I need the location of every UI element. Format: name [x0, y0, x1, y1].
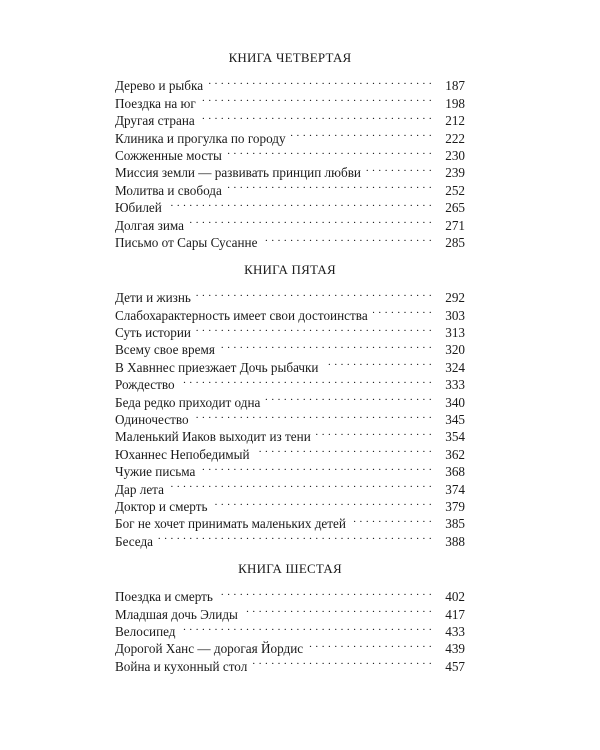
- dot-leader: [158, 528, 432, 545]
- toc-entry-title: Миссия земли — развивать принцип любви: [115, 165, 361, 181]
- section-title: КНИГА ШЕСТАЯ: [238, 560, 342, 576]
- toc-entry: [115, 195, 465, 216]
- toc-entry-page: 187: [445, 78, 465, 94]
- toc-entry-page: 292: [445, 290, 465, 306]
- toc-entry-page: 345: [445, 412, 465, 428]
- dot-leader: [255, 441, 432, 458]
- dot-leader: [194, 407, 432, 424]
- dot-leader: [243, 601, 432, 618]
- toc-section: [115, 261, 465, 549]
- toc-entry-page: 433: [445, 623, 465, 639]
- table-of-contents: [115, 49, 465, 674]
- dot-leader: [200, 108, 432, 125]
- toc-entry-page: 198: [445, 95, 465, 111]
- dot-leader: [220, 337, 432, 354]
- toc-entry-title: Чужие письма: [115, 464, 196, 480]
- toc-entry-title: Младшая дочь Элиды: [115, 606, 238, 622]
- toc-entry-page: 212: [445, 113, 465, 129]
- toc-section: [115, 560, 465, 674]
- toc-entry-title: Долгая зима: [115, 217, 184, 233]
- toc-entry-page: 324: [445, 359, 465, 375]
- dot-leader: [316, 424, 432, 441]
- dot-leader: [208, 73, 432, 90]
- dot-leader: [366, 160, 432, 177]
- toc-entry-page: 252: [445, 182, 465, 198]
- toc-entry: [115, 73, 465, 94]
- toc-entry-title: Велосипед: [115, 623, 176, 639]
- toc-entry-title: Дерево и рыбка: [115, 78, 204, 94]
- toc-entry: [115, 212, 465, 233]
- toc-entry-title: Война и кухонный стол: [115, 658, 248, 674]
- toc-list: [115, 73, 465, 250]
- dot-leader: [227, 143, 432, 160]
- section-title: КНИГА ПЯТАЯ: [244, 261, 336, 277]
- toc-entry-title: Клиника и прогулка по городу: [115, 130, 286, 146]
- dot-leader: [200, 459, 432, 476]
- toc-entry-title: Письмо от Сары Сусанне: [115, 234, 258, 250]
- toc-entry-page: 457: [445, 658, 465, 674]
- dot-leader: [196, 320, 432, 337]
- dot-leader: [167, 195, 432, 212]
- toc-entry-title: Поездка и смерть: [115, 589, 213, 605]
- dot-leader: [196, 285, 432, 302]
- dot-leader: [262, 230, 432, 247]
- toc-entry-title: Слабохарактерность имеет свои достоинства: [115, 307, 368, 323]
- toc-entry-title: Молитва и свобода: [115, 182, 222, 198]
- toc-entry-page: 388: [445, 533, 465, 549]
- toc-entry-title: Беседа: [115, 533, 154, 549]
- toc-entry-page: 417: [445, 606, 465, 622]
- toc-entry-page: 368: [445, 464, 465, 480]
- toc-entry-title: Другая страна: [115, 113, 195, 129]
- toc-entry-page: 313: [445, 325, 465, 341]
- toc-entry: [115, 584, 465, 605]
- toc-entry-title: В Хавннес приезжает Дочь рыбачки: [115, 359, 319, 375]
- toc-entry-title: Дети и жизнь: [115, 290, 191, 306]
- toc-entry-page: 379: [445, 498, 465, 514]
- toc-entry: [115, 494, 465, 514]
- toc-entry-title: Юханнес Непобедимый: [115, 446, 250, 462]
- dot-leader: [227, 177, 432, 194]
- toc-entry-page: 230: [445, 147, 465, 163]
- toc-entry-title: Суть истории: [115, 325, 191, 341]
- dot-leader: [252, 653, 432, 670]
- dot-leader: [291, 125, 432, 142]
- toc-entry-page: 285: [445, 234, 465, 250]
- dot-leader: [308, 636, 432, 653]
- toc-entry-title: Дар лета: [115, 481, 164, 497]
- dot-leader: [189, 212, 432, 229]
- dot-leader: [351, 511, 432, 528]
- dot-leader: [373, 302, 432, 319]
- toc-entry-page: 402: [445, 589, 465, 605]
- toc-entry-title: Всему свое время: [115, 342, 215, 358]
- toc-list: [115, 285, 465, 549]
- toc-entry-page: 385: [445, 516, 465, 532]
- section-title: КНИГА ЧЕТВЕРТАЯ: [228, 50, 352, 65]
- toc-entry-title: Дорогой Ханс — дорогая Йордис: [115, 641, 304, 657]
- toc-entry-page: 320: [445, 342, 465, 358]
- dot-leader: [169, 476, 432, 493]
- dot-leader: [324, 354, 433, 371]
- toc-entry-title: Маленький Иаков выходит из тени: [115, 429, 311, 445]
- toc-entry-title: Беда редко приходит одна: [115, 394, 261, 410]
- toc-entry-page: 439: [445, 641, 465, 657]
- toc-entry-page: 340: [445, 394, 465, 410]
- dot-leader: [218, 584, 432, 601]
- toc-entry-title: Бог не хочет принимать маленьких детей: [115, 516, 346, 532]
- toc-entry-page: 265: [445, 200, 465, 216]
- toc-entry: [115, 528, 465, 549]
- toc-entry-page: 239: [445, 165, 465, 181]
- dot-leader: [213, 494, 433, 511]
- dot-leader: [181, 619, 432, 636]
- toc-entry-page: 374: [445, 481, 465, 497]
- toc-entry-title: Рождество: [115, 377, 175, 393]
- toc-entry-title: Сожженные мосты: [115, 147, 222, 163]
- toc-entry-page: 362: [445, 446, 465, 462]
- dot-leader: [265, 389, 432, 406]
- toc-entry-page: 354: [445, 429, 465, 445]
- toc-list: [115, 584, 465, 674]
- toc-section: [115, 49, 465, 250]
- toc-entry: [115, 285, 465, 306]
- toc-entry-page: 222: [445, 130, 465, 146]
- toc-entry-title: Юбилей: [115, 200, 162, 216]
- dot-leader: [180, 372, 432, 389]
- dot-leader: [201, 90, 432, 107]
- toc-entry-page: 303: [445, 307, 465, 323]
- toc-entry-page: 333: [445, 377, 465, 393]
- toc-entry-title: Поездка на юг: [115, 95, 196, 111]
- toc-entry-title: Одиночество: [115, 412, 189, 428]
- toc-entry-page: 271: [445, 217, 465, 233]
- toc-entry-title: Доктор и смерть: [115, 498, 208, 514]
